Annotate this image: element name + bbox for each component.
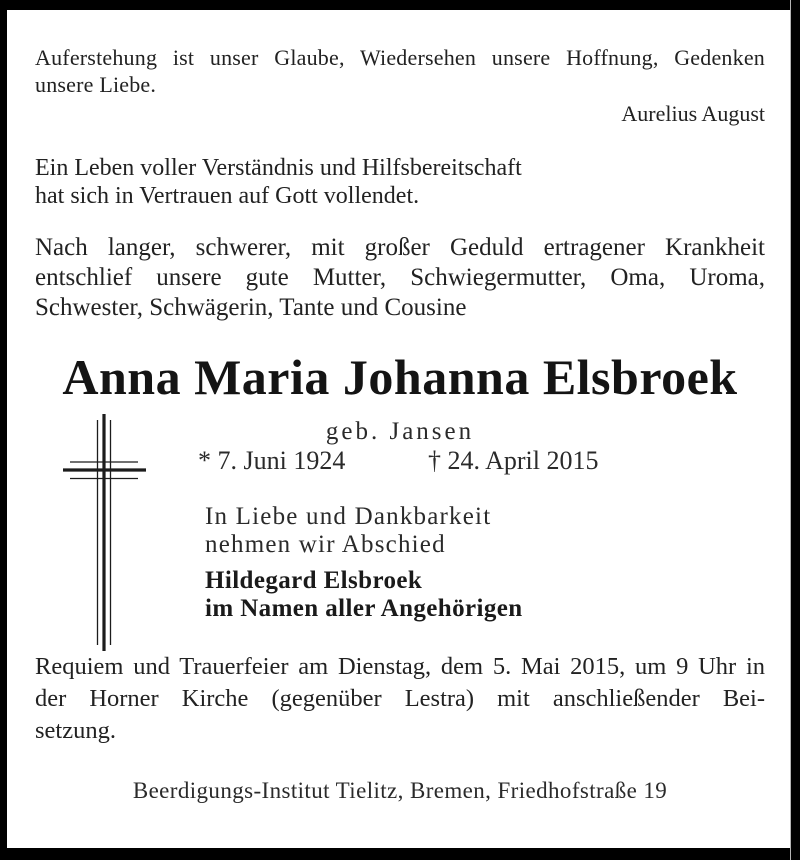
- farewell-line: In Liebe und Dankbarkeit: [205, 503, 492, 530]
- mourner-block: [205, 567, 523, 623]
- frame-left-bar: [0, 0, 7, 860]
- life-summary: [35, 154, 765, 210]
- farewell-text: [205, 503, 491, 559]
- life-summary-line: Ein Leben voller Verständnis und Hilfsbereitschaft: [35, 155, 522, 181]
- mourner-name: Hildegard Elsbroek: [205, 567, 423, 594]
- quote-line: Auferstehung ist unser Glaube, Wiedersehen unsere Hoffnung, Gedenken: [35, 45, 765, 70]
- farewell-line: nehmen wir Abschied: [205, 531, 446, 558]
- death-announcement-line: entschlief unsere gute Mutter, Schwiegermutter, Oma, Uroma,: [35, 264, 765, 291]
- death-date: † 24. April 2015: [428, 446, 599, 475]
- funeral-home-footer: Beerdigungs-Institut Tielitz, Bremen, Friedhofstraße 19: [132, 778, 668, 803]
- death-announcement-line: Schwester, Schwägerin, Tante und Cousine: [35, 294, 467, 321]
- maiden-name: geb. Jansen: [325, 418, 475, 445]
- service-info-line: Requiem und Trauerfeier am Dienstag, dem 5. Mai 2015, um 9 Uhr in: [35, 653, 765, 680]
- death-announcement-line: Nach langer, schwerer, mit großer Geduld ertragener Krankheit: [35, 234, 765, 261]
- frame-top-bar: [0, 0, 800, 10]
- life-summary-line: hat sich in Vertrauen auf Gott vollendet.: [35, 183, 420, 209]
- service-info: [35, 651, 765, 747]
- frame-right-bar: [790, 0, 800, 860]
- mourner-note: im Namen aller Angehörigen: [205, 595, 523, 622]
- memorial-cross-icon: [60, 411, 150, 654]
- service-info-line: setzung.: [35, 717, 116, 744]
- birth-date: * 7. Juni 1924: [198, 446, 346, 475]
- quote-line: unsere Liebe.: [35, 72, 157, 97]
- frame-bottom-bar: [0, 848, 800, 860]
- death-announcement: [35, 233, 765, 323]
- service-info-line: der Horner Kirche (gegenüber Lestra) mit anschließender Bei-: [35, 685, 765, 712]
- quote-attribution: Aurelius August: [621, 101, 765, 126]
- deceased-name: Anna Maria Johanna Elsbroek: [62, 349, 738, 405]
- opening-quote: [35, 44, 765, 98]
